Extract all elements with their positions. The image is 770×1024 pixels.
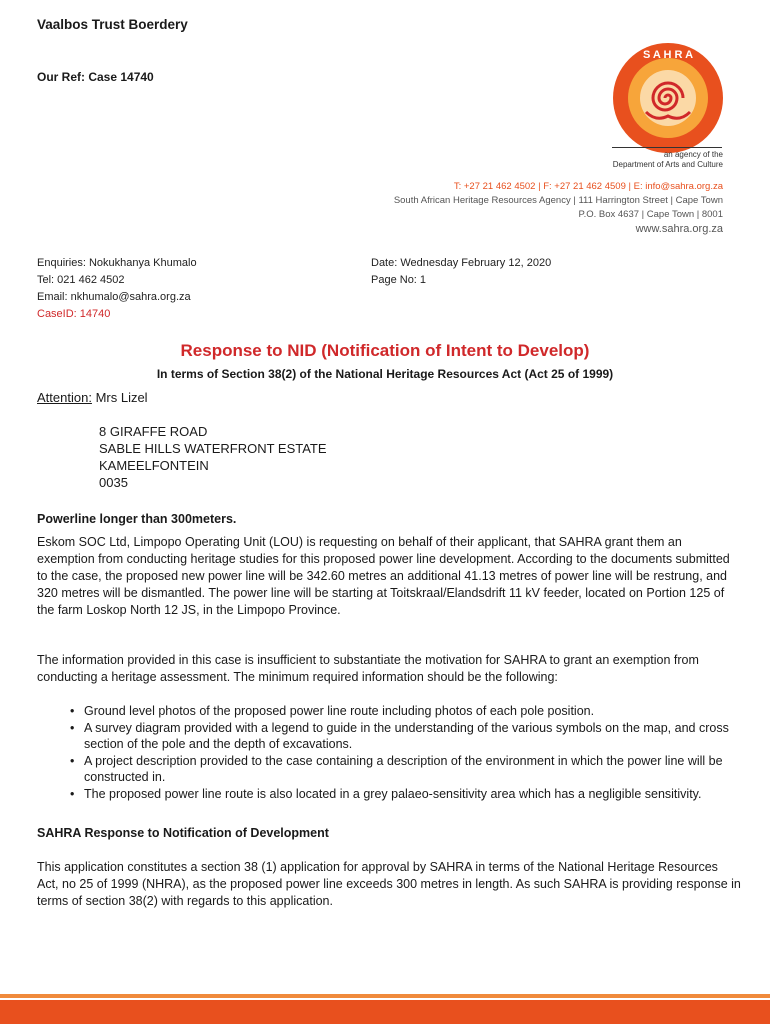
- list-item: • Ground level photos of the proposed power line route including photos of each pole position.: [70, 704, 595, 718]
- agency-line-2: Department of Arts and Culture: [612, 160, 723, 169]
- contact-po-box: P.O. Box 4637 | Cape Town | 8001: [578, 209, 723, 220]
- attention-name: Mrs Lizel: [95, 390, 148, 405]
- list-item: • A project description provided to the case containing a description of the environment in which the power line will be constructed in.: [70, 753, 723, 784]
- address-line-2: SABLE HILLS WATERFRONT ESTATE: [99, 441, 327, 456]
- response-heading: SAHRA Response to Notification of Development: [37, 826, 329, 840]
- enquiries-tel: Tel: 021 462 4502: [37, 274, 125, 286]
- agency-block: [613, 150, 723, 170]
- our-reference: Our Ref: Case 14740: [37, 70, 154, 84]
- agency-line-1: an agency of the: [663, 150, 723, 159]
- paragraph-request: Eskom SOC Ltd, Limpopo Operating Unit (LOU) is requesting on behalf of their applicant, that SAHRA grant them an exemption from conducting heritage studies for this proposed power line development. According to the documents submitted to the case, the proposed new power line will be 342.60 metres an additional 41.13 metres of power line will be restrung, and 320 metres will be dismantled. The power line will be starting at Toitskraal/Elandsdrift 11 kV feeder, located on Portion 125 of the farm Loskop North 12 JS, in the Limpopo Province.: [37, 535, 730, 617]
- bullet-icon: •: [70, 704, 75, 718]
- attention-line: [37, 390, 148, 405]
- contact-address: South African Heritage Resources Agency | 111 Harrington Street | Cape Town: [393, 195, 723, 206]
- paragraph-response: This application constitutes a section 38 (1) application for approval by SAHRA in terms of the National Heritage Resources Act, no 25 of 1999 (NHRA), as the proposed power line exceeds 300 metres in length. As such SAHRA is providing response in terms of section 38(2) with regards to this application.: [37, 860, 741, 908]
- enquiries-email: Email: nkhumalo@sahra.org.za: [37, 291, 191, 303]
- attention-label: Attention:: [37, 390, 92, 405]
- contact-block: [394, 180, 723, 236]
- list-item: • A survey diagram provided with a legend to guide in the understanding of the various symbols on the map, and cross section of the pole and the depth of excavations.: [70, 720, 729, 751]
- enquiries-name: Enquiries: Nokukhanya Khumalo: [37, 257, 197, 269]
- footer-accent-line: [0, 994, 770, 998]
- contact-website: www.sahra.org.za: [635, 223, 723, 235]
- logo-ring-text: S A H R A: [642, 49, 694, 61]
- footer-bar: [0, 1000, 770, 1024]
- address-line-1: 8 GIRAFFE ROAD: [99, 424, 208, 439]
- meta-block: [371, 255, 551, 289]
- requirements-list: [70, 703, 740, 802]
- bullet-icon: •: [70, 786, 75, 801]
- logo-divider: [612, 147, 722, 148]
- sahra-logo: [612, 42, 724, 154]
- paragraph-insufficient: The information provided in this case is insufficient to substantiate the motivation for SAHRA to grant an exemption from conducting a heritage assessment. The minimum required information should be the following:: [37, 653, 699, 684]
- bullet-icon: •: [70, 720, 75, 735]
- document-subtitle: In terms of Section 38(2) of the National Heritage Resources Act (Act 25 of 1999): [156, 367, 614, 381]
- list-item: • The proposed power line route is also located in a grey palaeo-sensitivity area which has a negligible sensitivity.: [70, 786, 702, 801]
- document-title: Response to NID (Notification of Intent to Develop): [180, 341, 590, 360]
- address-line-4: 0035: [99, 475, 128, 490]
- powerline-heading: Powerline longer than 300meters.: [37, 512, 237, 526]
- organization-name: Vaalbos Trust Boerdery: [37, 17, 188, 32]
- case-id: CaseID: 14740: [37, 308, 111, 320]
- address-block: [99, 423, 327, 491]
- enquiries-block: [37, 255, 197, 323]
- letter-date: Date: Wednesday February 12, 2020: [371, 257, 552, 269]
- address-line-3: KAMEELFONTEIN: [99, 458, 209, 473]
- contact-phone-email: T: +27 21 462 4502 | F: +27 21 462 4509 | E: info@sahra.org.za: [453, 181, 723, 192]
- page-number: Page No: 1: [371, 274, 427, 286]
- bullet-icon: •: [70, 753, 75, 768]
